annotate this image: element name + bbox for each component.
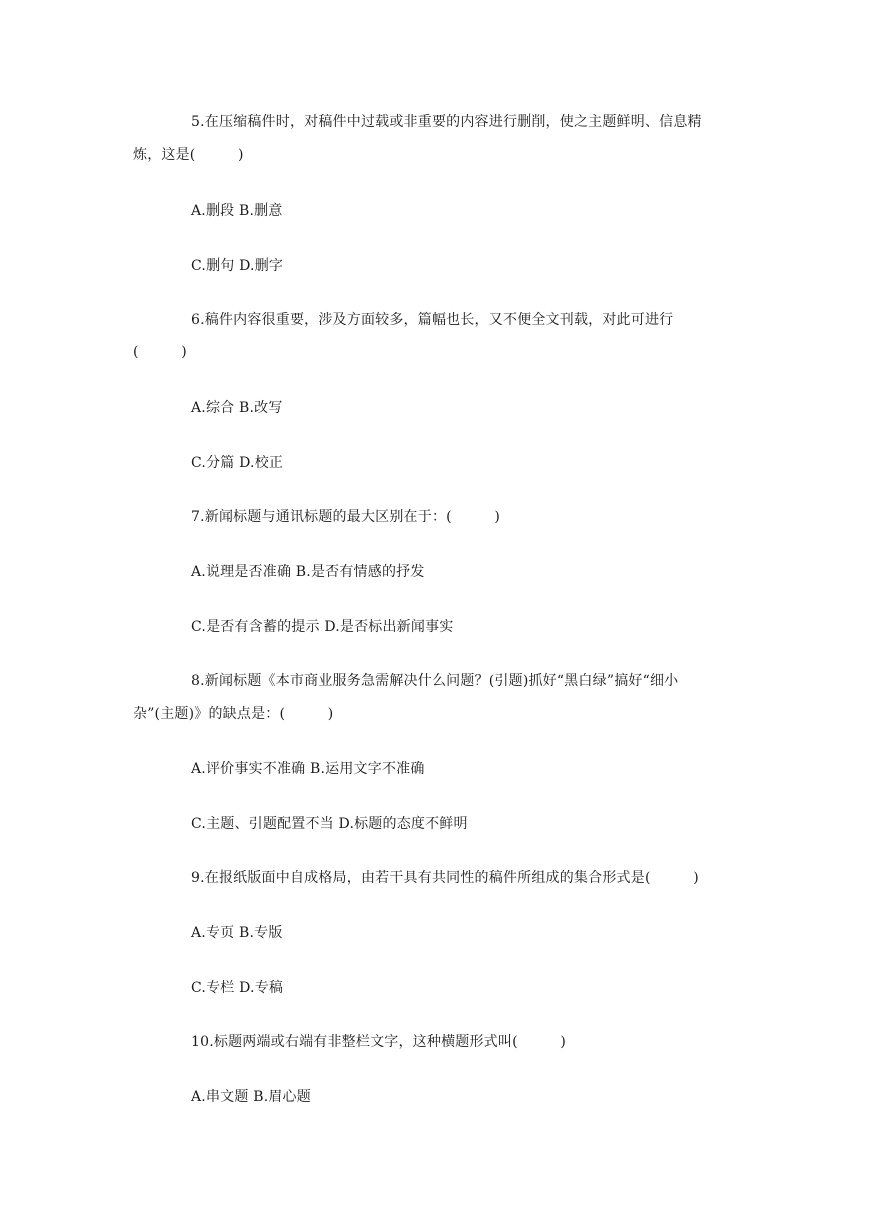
question-9-option-ab: A.专页 B.专版	[191, 925, 283, 941]
question-9-option-cd: C.专栏 D.专稿	[191, 980, 284, 996]
question-5-stem-line-2: 炼，这是( )	[133, 147, 244, 163]
question-8-option-ab: A.评价事实不准确 B.运用文字不准确	[191, 761, 425, 777]
question-6-option-ab: A.综合 B.改写	[191, 400, 283, 416]
question-10-stem-line-1: 10.标题两端或右端有非整栏文字，这种横题形式叫( )	[191, 1034, 566, 1050]
question-7-stem-line-1: 7.新闻标题与通讯标题的最大区别在于：( )	[191, 509, 501, 525]
question-8-option-cd: C.主题、引题配置不当 D.标题的态度不鲜明	[191, 816, 468, 832]
question-5-stem-line-1: 5.在压缩稿件时，对稿件中过载或非重要的内容进行删削，使之主题鲜明、信息精	[191, 114, 702, 130]
question-10-option-ab: A.串文题 B.眉心题	[191, 1089, 311, 1105]
question-8-stem-line-1: 8.新闻标题《本市商业服务急需解决什么问题？(引题)抓好“黑白绿”搞好“细小	[191, 673, 679, 689]
question-6-stem-line-2: ( )	[133, 344, 187, 360]
question-6-option-cd: C.分篇 D.校正	[191, 455, 284, 471]
question-8-stem-line-2: 杂”(主题)》的缺点是：( )	[133, 706, 334, 722]
question-7-option-cd: C.是否有含蓄的提示 D.是否标出新闻事实	[191, 619, 454, 635]
question-9-stem-line-1: 9.在报纸版面中自成格局，由若干具有共同性的稿件所组成的集合形式是( )	[191, 870, 699, 886]
question-5-option-cd: C.删句 D.删字	[191, 258, 284, 274]
question-5-option-ab: A.删段 B.删意	[191, 203, 283, 219]
question-7-option-ab: A.说理是否准确 B.是否有情感的抒发	[191, 564, 425, 580]
question-6-stem-line-1: 6.稿件内容很重要，涉及方面较多，篇幅也长，又不便全文刊载，对此可进行	[191, 312, 674, 328]
